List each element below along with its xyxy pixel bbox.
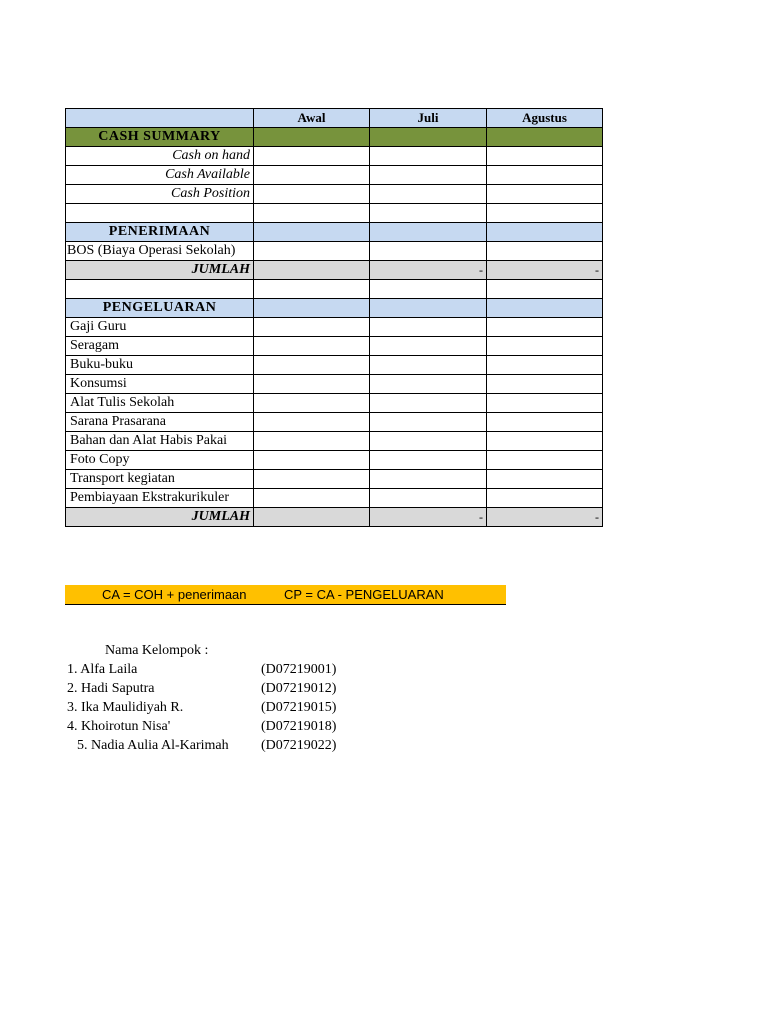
cell[interactable] [487, 318, 603, 337]
table-row [66, 470, 603, 489]
penerimaan-total-row [66, 261, 603, 280]
pengeluaran-total-juli[interactable]: - [370, 508, 487, 527]
cell[interactable] [254, 451, 370, 470]
cash-on-hand-label[interactable]: Cash on hand [66, 147, 254, 166]
cell[interactable] [370, 470, 487, 489]
cash-summary-table [65, 108, 603, 527]
expense-item-label[interactable]: Sarana Prasarana [66, 413, 254, 432]
table-row [66, 318, 603, 337]
expense-item-label[interactable]: Konsumsi [66, 375, 254, 394]
pengeluaran-total-row [66, 508, 603, 527]
cell[interactable] [370, 242, 487, 261]
table-row [66, 147, 603, 166]
member-name: 5. Nadia Aulia Al-Karimah [77, 738, 229, 753]
bos-label[interactable]: BOS (Biaya Operasi Sekolah) [66, 242, 254, 261]
cell[interactable] [254, 337, 370, 356]
cell[interactable] [370, 318, 487, 337]
cell[interactable] [487, 128, 603, 147]
cell[interactable] [487, 432, 603, 451]
table-row [66, 451, 603, 470]
cell[interactable] [66, 204, 254, 223]
cell[interactable] [254, 204, 370, 223]
table-row [66, 375, 603, 394]
header-cell-juli[interactable]: Juli [370, 109, 487, 128]
pengeluaran-jumlah-label[interactable]: JUMLAH [66, 508, 254, 527]
formula-ca: CA = COH + penerimaan [102, 587, 247, 602]
cell[interactable] [487, 470, 603, 489]
table-row [66, 166, 603, 185]
table-row [66, 394, 603, 413]
cell[interactable] [487, 356, 603, 375]
expense-item-label[interactable]: Bahan dan Alat Habis Pakai [66, 432, 254, 451]
cell[interactable] [254, 299, 370, 318]
penerimaan-label[interactable]: PENERIMAAN [66, 223, 254, 242]
member-name: 3. Ika Maulidiyah R. [67, 700, 184, 715]
cell[interactable] [254, 375, 370, 394]
cell[interactable] [254, 185, 370, 204]
table-row [66, 413, 603, 432]
member-nim: (D07219022) [261, 738, 337, 753]
cell[interactable] [254, 394, 370, 413]
member-name: 1. Alfa Laila [67, 662, 138, 677]
cash-position-label[interactable]: Cash Position [66, 185, 254, 204]
cell[interactable] [254, 318, 370, 337]
cell[interactable] [254, 280, 370, 299]
expense-item-label[interactable]: Alat Tulis Sekolah [66, 394, 254, 413]
cell[interactable] [370, 204, 487, 223]
cell[interactable] [487, 299, 603, 318]
member-row [65, 662, 365, 681]
cell[interactable] [487, 375, 603, 394]
cell[interactable] [254, 432, 370, 451]
cell[interactable] [254, 489, 370, 508]
cell[interactable] [254, 147, 370, 166]
member-nim: (D07219018) [261, 719, 337, 734]
header-cell-awal[interactable]: Awal [254, 109, 370, 128]
cash-available-label[interactable]: Cash Available [66, 166, 254, 185]
cell[interactable] [66, 280, 254, 299]
member-row [65, 700, 365, 719]
table-row [66, 185, 603, 204]
cell[interactable] [254, 128, 370, 147]
pengeluaran-total-awal[interactable] [254, 508, 370, 527]
expense-item-label[interactable]: Buku-buku [66, 356, 254, 375]
pengeluaran-label[interactable]: PENGELUARAN [66, 299, 254, 318]
penerimaan-jumlah-label[interactable]: JUMLAH [66, 261, 254, 280]
expense-item-label[interactable]: Gaji Guru [66, 318, 254, 337]
cell[interactable] [487, 280, 603, 299]
penerimaan-total-awal[interactable] [254, 261, 370, 280]
expense-item-label[interactable]: Transport kegiatan [66, 470, 254, 489]
penerimaan-total-agustus[interactable]: - [487, 261, 603, 280]
cell[interactable] [487, 413, 603, 432]
cash-summary-label[interactable]: CASH SUMMARY [66, 128, 254, 147]
table-row [66, 489, 603, 508]
formula-bar[interactable] [65, 585, 506, 605]
cell[interactable] [370, 356, 487, 375]
cell[interactable] [254, 223, 370, 242]
cell[interactable] [370, 280, 487, 299]
cell[interactable] [370, 489, 487, 508]
pengeluaran-total-agustus[interactable]: - [487, 508, 603, 527]
cell[interactable] [487, 242, 603, 261]
expense-item-label[interactable]: Seragam [66, 337, 254, 356]
cell[interactable] [254, 470, 370, 489]
member-nim: (D07219001) [261, 662, 337, 677]
cell[interactable] [487, 337, 603, 356]
member-nim: (D07219015) [261, 700, 337, 715]
cell[interactable] [487, 147, 603, 166]
pengeluaran-row [66, 299, 603, 318]
cell[interactable] [370, 413, 487, 432]
cell[interactable] [254, 166, 370, 185]
cash-summary-row [66, 128, 603, 147]
cell[interactable] [370, 451, 487, 470]
cell[interactable] [487, 166, 603, 185]
member-nim: (D07219012) [261, 681, 337, 696]
table-row [66, 242, 603, 261]
cell[interactable] [370, 394, 487, 413]
cell[interactable] [370, 299, 487, 318]
cell[interactable] [487, 185, 603, 204]
cell[interactable] [487, 223, 603, 242]
formula-cp: CP = CA - PENGELUARAN [284, 587, 444, 602]
cell[interactable] [370, 223, 487, 242]
table-row [66, 356, 603, 375]
expense-item-label[interactable]: Foto Copy [66, 451, 254, 470]
group-title: Nama Kelompok : [105, 643, 209, 658]
header-cell-blank[interactable] [66, 109, 254, 128]
expense-item-label[interactable]: Pembiayaan Ekstrakurikuler [66, 489, 254, 508]
header-row [66, 109, 603, 128]
table-row-empty [66, 280, 603, 299]
cell[interactable] [254, 242, 370, 261]
cell[interactable] [370, 147, 487, 166]
cell[interactable] [487, 204, 603, 223]
cell[interactable] [487, 451, 603, 470]
cell[interactable] [370, 432, 487, 451]
table-row-empty [66, 204, 603, 223]
penerimaan-row [66, 223, 603, 242]
member-row [65, 738, 365, 757]
penerimaan-total-juli[interactable]: - [370, 261, 487, 280]
table-row [66, 337, 603, 356]
header-cell-agustus[interactable]: Agustus [487, 109, 603, 128]
cell[interactable] [370, 337, 487, 356]
member-row [65, 719, 365, 738]
member-row [65, 681, 365, 700]
cell[interactable] [370, 185, 487, 204]
table-row [66, 432, 603, 451]
cell[interactable] [370, 166, 487, 185]
cell[interactable] [254, 413, 370, 432]
member-name: 2. Hadi Saputra [67, 681, 155, 696]
cell[interactable] [370, 128, 487, 147]
cell[interactable] [370, 375, 487, 394]
cell[interactable] [487, 489, 603, 508]
cell[interactable] [487, 394, 603, 413]
cell[interactable] [254, 356, 370, 375]
member-name: 4. Khoirotun Nisa' [67, 719, 171, 734]
